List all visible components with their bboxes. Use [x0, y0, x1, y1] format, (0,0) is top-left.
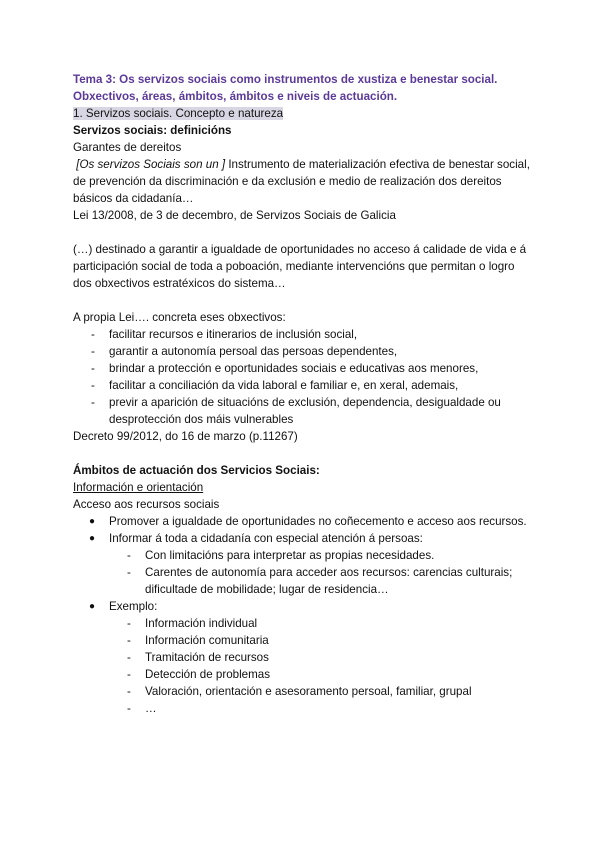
- section-heading: 1. Servizos sociais. Concepto e natureza: [73, 107, 284, 120]
- law-quote: (…) destinado a garantir a igualdade de oportunidades no acceso á calidade de vida e á participación social de toda a poboación, mediante intervencións que permitan o logro dos obxectivos estratéxicos do sistema…: [73, 243, 527, 290]
- quote-italic: [Os servizos Sociais son un ]: [76, 158, 226, 171]
- definition-quote: [73, 156, 533, 207]
- law-reference: Lei 13/2008, de 3 de decembro, de Servizos Sociais de Galicia: [73, 209, 396, 222]
- bullet-icon: ●: [89, 601, 96, 612]
- list-item: - Información individual: [109, 615, 533, 632]
- scope-heading: Ámbitos de actuación dos Servicios Sociais:: [73, 464, 320, 477]
- list-item: - facilitar recursos e itinerarios de inclusión social,: [73, 326, 533, 343]
- objectives-intro: A propia Lei…. concreta eses obxectivos:: [73, 311, 286, 324]
- list-item: - Valoración, orientación e asesoramento persoal, familiar, grupal: [109, 683, 533, 700]
- list-item: - …: [109, 700, 533, 717]
- document-title: Tema 3: Os servizos sociais como instrumentos de xustiza e benestar social. Obxectivos, áreas, ámbitos, ámbitos e niveis de actuación.: [73, 73, 498, 103]
- info-heading: Información e orientación: [73, 481, 204, 494]
- definitions-heading: Servizos sociais: definicións: [73, 124, 232, 137]
- list-item: ● Promover a igualdade de oportunidades no coñecemento e acceso aos recursos.: [89, 515, 527, 528]
- scope-bullets: [73, 513, 533, 717]
- inform-sublist: [109, 547, 533, 598]
- list-item: - garantir a autonomía persoal das persoas dependentes,: [73, 343, 533, 360]
- list-item: - previr a aparición de situacións de exclusión, dependencia, desigualdade ou desprotección dos máis vulnerables: [73, 394, 533, 428]
- list-item: - Detección de problemas: [109, 666, 533, 683]
- list-item: - Con limitacións para interpretar as propias necesidades.: [109, 547, 533, 564]
- bullet-icon: ●: [89, 533, 96, 544]
- list-item: ● Informar á toda a cidadanía con especial atención á persoas: - Con limitacións para interpretar as propias necesidades. - Carentes de autonomía para acceder aos recursos: carencias culturais; dificultade de mobilidade; lugar de residencia…: [73, 530, 533, 598]
- quote-text: Instrumento de materialización efectiva de benestar social, de prevención da discriminación e da exclusión e medio de realización dos dereitos básicos da cidadanía…: [73, 158, 530, 205]
- list-item: - Información comunitaria: [109, 632, 533, 649]
- access-text: Acceso aos recursos sociais: [73, 498, 220, 511]
- objectives-list: [73, 326, 533, 428]
- bullet-icon: ●: [89, 516, 96, 527]
- guarantees-text: Garantes de dereitos: [73, 141, 182, 154]
- example-sublist: [109, 615, 533, 717]
- document-body: [73, 71, 533, 717]
- list-item: - Tramitación de recursos: [109, 649, 533, 666]
- list-item: ● Exemplo: - Información individual - Información comunitaria - Tramitación de recursos - Detección de problemas - Valoración, orientación e asesoramento persoal, familiar, grupal - …: [73, 598, 533, 717]
- list-item: - brindar a protección e oportunidades sociais e educativas aos menores,: [73, 360, 533, 377]
- decree-reference: Decreto 99/2012, do 16 de marzo (p.11267): [73, 430, 298, 443]
- list-item: - Carentes de autonomía para acceder aos recursos: carencias culturais; dificultade de mobilidade; lugar de residencia…: [109, 564, 533, 598]
- list-item: - facilitar a conciliación da vida laboral e familiar e, en xeral, ademais,: [73, 377, 533, 394]
